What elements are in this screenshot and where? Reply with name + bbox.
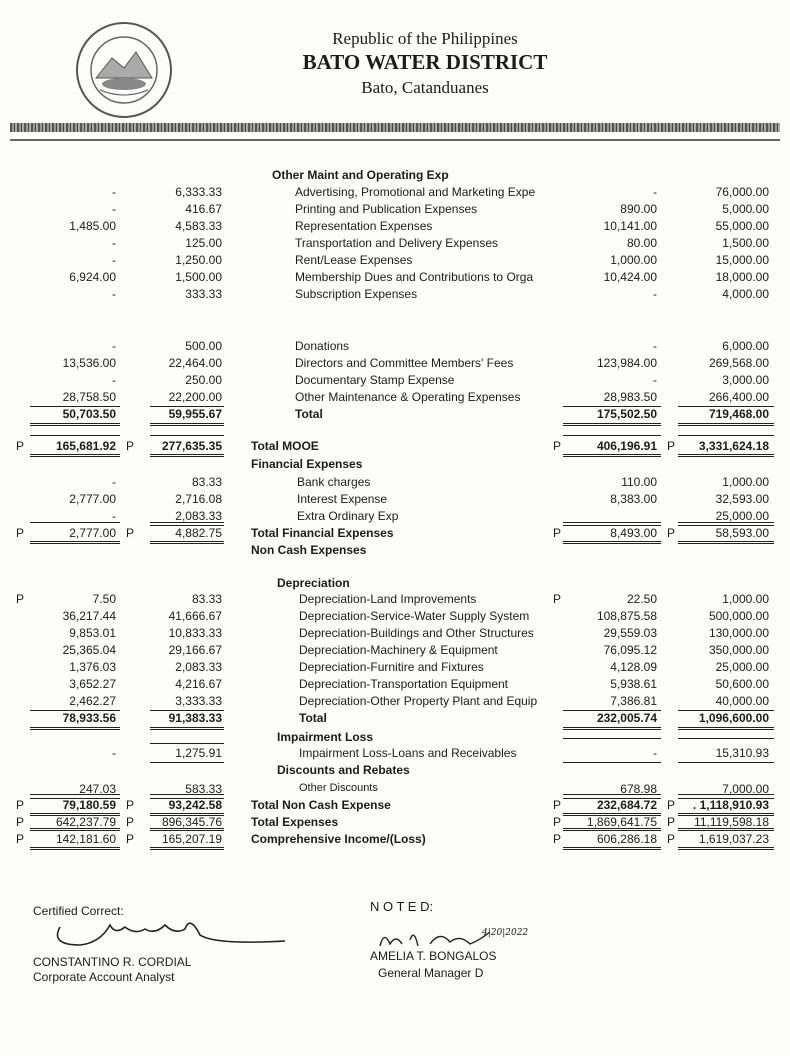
col-a-value: 2,777.00 xyxy=(69,526,116,540)
col-b-value: 1,500.00 xyxy=(175,270,222,284)
col-c-value: 4,128.09 xyxy=(610,660,657,674)
col-c-value: 29,559.03 xyxy=(603,626,657,640)
row-label: Membership Dues and Contributions to Orga xyxy=(295,270,534,284)
double-rule xyxy=(678,423,774,426)
row-label: Printing and Publication Expenses xyxy=(295,202,478,216)
col-d-value: 7,000.00 xyxy=(722,782,769,796)
col-b-value: 250.00 xyxy=(185,373,222,387)
double-rule xyxy=(150,454,224,457)
col-c-value: 10,141.00 xyxy=(603,219,657,233)
row-label: Depreciation-Furnitire and Fixtures xyxy=(299,660,484,674)
col-b-value: 22,464.00 xyxy=(168,356,222,370)
col-c-value: 8,493.00 xyxy=(610,526,657,540)
rule xyxy=(30,435,120,436)
col-a-value: - xyxy=(112,339,116,353)
peso-sign: P xyxy=(126,815,135,829)
col-d-value: 1,619,037.23 xyxy=(698,832,769,846)
row-label: Depreciation-Buildings and Other Structures xyxy=(299,626,534,640)
col-a-value: 25,365.04 xyxy=(62,643,116,657)
col-d-value: 58,593.00 xyxy=(715,526,769,540)
col-d-value: 15,000.00 xyxy=(715,253,769,267)
row-label: Financial Expenses xyxy=(251,457,363,471)
row-label: Discounts and Rebates xyxy=(277,763,410,777)
rule xyxy=(30,541,120,542)
col-b-value: 91,383.33 xyxy=(168,711,222,725)
noted-title: General Manager D xyxy=(378,966,484,980)
rule xyxy=(563,794,661,795)
col-a-value: - xyxy=(112,373,116,387)
col-a-value: - xyxy=(112,253,116,267)
row-label: Transportation and Delivery Expenses xyxy=(295,236,498,250)
district-seal xyxy=(74,20,174,120)
col-d-value: 266,400.00 xyxy=(708,390,769,404)
rule xyxy=(678,830,774,831)
rule xyxy=(30,830,120,831)
col-c-value: 406,196.91 xyxy=(596,439,657,453)
col-d-value: 25,000.00 xyxy=(715,509,769,523)
col-a-value: 142,181.60 xyxy=(55,832,116,846)
col-d-value: 130,000.00 xyxy=(708,626,769,640)
rule xyxy=(678,762,774,763)
row-label: Extra Ordinary Exp xyxy=(297,509,399,523)
rule xyxy=(150,522,224,523)
col-d-value: 76,000.00 xyxy=(715,185,769,199)
col-d-value: 25,000.00 xyxy=(715,660,769,674)
col-d-value: 719,468.00 xyxy=(708,407,769,421)
col-a-value: - xyxy=(112,202,116,216)
header-line2: BATO WATER DISTRICT xyxy=(302,50,548,74)
col-a-value: - xyxy=(112,509,116,523)
row-label: Total Financial Expenses xyxy=(251,526,394,540)
col-b-value: 1,250.00 xyxy=(175,253,222,267)
col-c-value: 678.98 xyxy=(620,782,657,796)
col-b-value: 2,083.33 xyxy=(175,509,222,523)
col-b-value: 277,635.35 xyxy=(161,439,222,453)
peso-sign: P xyxy=(667,526,676,540)
col-d-value: 4,000.00 xyxy=(722,287,769,301)
peso-sign: P xyxy=(126,526,135,540)
row-label: Rent/Lease Expenses xyxy=(295,253,413,267)
col-a-value: 2,462.27 xyxy=(69,694,116,708)
col-a-value: - xyxy=(112,287,116,301)
rule xyxy=(563,762,661,763)
double-rule xyxy=(563,423,661,426)
col-d-value: 15,310.93 xyxy=(715,746,769,760)
col-d-value: . 1,118,910.93 xyxy=(692,798,769,812)
peso-sign: P xyxy=(667,439,676,453)
col-d-value: 5,000.00 xyxy=(722,202,769,216)
double-rule xyxy=(678,454,774,457)
rule xyxy=(150,828,224,829)
peso-sign: P xyxy=(667,798,676,812)
col-b-value: 59,955.67 xyxy=(168,407,222,421)
row-label: Documentary Stamp Expense xyxy=(295,373,455,387)
peso-sign: P xyxy=(16,439,25,453)
col-a-value: 28,758.50 xyxy=(62,390,116,404)
row-label: Depreciation-Other Property Plant and Equip xyxy=(299,694,538,708)
double-rule xyxy=(563,727,661,730)
rule xyxy=(150,743,224,744)
col-b-value: 333.33 xyxy=(185,287,222,301)
col-d-value: 350,000.00 xyxy=(708,643,769,657)
rule xyxy=(563,830,661,831)
row-label: Bank charges xyxy=(297,475,371,489)
row-label: Other Maint and Operating Exp xyxy=(272,168,449,182)
rule xyxy=(150,847,224,848)
rule xyxy=(678,435,774,436)
row-label: Impairment Loss-Loans and Receivables xyxy=(299,746,517,760)
col-a-value: - xyxy=(112,236,116,250)
row-label: Non Cash Expenses xyxy=(251,543,367,557)
col-d-value: 40,000.00 xyxy=(715,694,769,708)
col-c-value: 110.00 xyxy=(621,475,657,489)
col-b-value: 83.33 xyxy=(191,592,222,606)
rule xyxy=(563,847,661,848)
col-b-value: 83.33 xyxy=(191,475,222,489)
col-c-value: 890.00 xyxy=(620,202,657,216)
col-b-value: 4,583.33 xyxy=(175,219,222,233)
peso-sign: P xyxy=(126,439,135,453)
header-divider-thin xyxy=(10,139,780,141)
rule xyxy=(563,522,661,523)
col-d-value: 500,000.00 xyxy=(708,609,769,623)
col-d-value: 32,593.00 xyxy=(715,492,769,506)
col-b-value: 125.00 xyxy=(185,236,222,250)
col-c-value: 76,095.12 xyxy=(603,643,657,657)
row-label: Representation Expenses xyxy=(295,219,433,233)
col-b-value: 165,207.19 xyxy=(161,832,222,846)
col-d-value: 269,568.00 xyxy=(708,356,769,370)
col-d-value: 3,000.00 xyxy=(722,373,769,387)
row-label: Depreciation-Land Improvements xyxy=(299,592,477,606)
col-c-value: - xyxy=(653,746,657,760)
row-label: Depreciation-Machinery & Equipment xyxy=(299,643,498,657)
row-label: Depreciation-Transportation Equipment xyxy=(299,677,508,691)
col-c-value: 175,502.50 xyxy=(596,407,657,421)
rule xyxy=(678,794,774,795)
col-c-value: 108,875.58 xyxy=(596,609,657,623)
double-rule xyxy=(30,454,120,457)
col-a-value: 247.03 xyxy=(79,782,116,796)
row-label: Total MOOE xyxy=(251,439,319,453)
certified-signature xyxy=(40,905,290,955)
peso-sign: P xyxy=(126,832,135,846)
col-a-value: 642,237.79 xyxy=(55,815,116,829)
col-b-value: 4,882.75 xyxy=(175,526,222,540)
col-b-value: 41,666.67 xyxy=(168,609,222,623)
col-b-value: 416.67 xyxy=(185,202,222,216)
col-c-value: 28,983.50 xyxy=(603,390,657,404)
col-b-value: 583.33 xyxy=(185,782,222,796)
col-a-value: 50,703.50 xyxy=(62,407,116,421)
certified-name: CONSTANTINO R. CORDIAL xyxy=(33,955,192,969)
double-rule xyxy=(563,454,661,457)
col-a-value: 36,217.44 xyxy=(62,609,116,623)
col-c-value: 232,005.74 xyxy=(596,711,657,725)
col-b-value: 2,083.33 xyxy=(175,660,222,674)
noted-name: AMELIA T. BONGALOS xyxy=(370,949,497,963)
peso-sign: P xyxy=(553,815,562,829)
peso-sign: P xyxy=(667,832,676,846)
row-label: Total xyxy=(295,407,323,421)
col-c-value: 232,684.72 xyxy=(596,798,657,812)
col-d-value: 6,000.00 xyxy=(722,339,769,353)
col-c-value: 1,869,641.75 xyxy=(586,815,657,829)
double-rule xyxy=(30,423,120,426)
row-label: Other Maintenance & Operating Expenses xyxy=(295,390,521,404)
col-d-value: 50,600.00 xyxy=(715,677,769,691)
rule xyxy=(563,828,661,829)
row-label: Other Discounts xyxy=(299,782,378,794)
rule xyxy=(150,830,224,831)
col-c-value: - xyxy=(653,339,657,353)
row-label: Comprehensive Income/(Loss) xyxy=(251,832,426,846)
header-line3: Bato, Catanduanes xyxy=(361,78,489,97)
rule xyxy=(150,435,224,436)
rule xyxy=(563,738,661,739)
col-c-value: - xyxy=(653,373,657,387)
col-a-value: 78,933.56 xyxy=(62,711,116,725)
col-c-value: 8,383.00 xyxy=(610,492,657,506)
col-c-value: 7,386.81 xyxy=(610,694,657,708)
col-b-value: 10,833.33 xyxy=(168,626,222,640)
col-c-value: 22.50 xyxy=(626,592,657,606)
rule xyxy=(30,522,120,523)
rule xyxy=(150,541,224,542)
row-label: Subscription Expenses xyxy=(295,287,418,301)
col-b-value: 2,716.08 xyxy=(175,492,222,506)
col-b-value: 29,166.67 xyxy=(168,643,222,657)
rule xyxy=(678,828,774,829)
rule xyxy=(678,847,774,848)
peso-sign: P xyxy=(16,592,25,606)
col-d-value: 1,000.00 xyxy=(722,592,769,606)
rule xyxy=(563,435,661,436)
col-a-value: 1,376.03 xyxy=(69,660,116,674)
peso-sign: P xyxy=(667,815,676,829)
col-a-value: 9,853.01 xyxy=(69,626,116,640)
header-divider xyxy=(10,123,780,132)
peso-sign: P xyxy=(553,526,562,540)
rule xyxy=(30,828,120,829)
col-b-value: 22,200.00 xyxy=(168,390,222,404)
col-a-value: - xyxy=(112,746,116,760)
col-a-value: 6,924.00 xyxy=(69,270,116,284)
col-c-value: 5,938.61 xyxy=(610,677,657,691)
header-line1: Republic of the Philippines xyxy=(332,29,518,48)
rule xyxy=(678,738,774,739)
col-b-value: 1,275.91 xyxy=(175,746,222,760)
rule xyxy=(30,794,120,795)
col-b-value: 4,216.67 xyxy=(175,677,222,691)
peso-sign: P xyxy=(553,592,562,606)
col-a-value: 165,681.92 xyxy=(55,439,116,453)
double-rule xyxy=(150,727,224,730)
col-d-value: 11,119,598.18 xyxy=(694,815,769,829)
rule xyxy=(150,794,224,795)
row-label: Interest Expense xyxy=(297,492,388,506)
col-c-value: 1,000.00 xyxy=(610,253,657,267)
col-d-value: 1,500.00 xyxy=(722,236,769,250)
col-a-value: 7.50 xyxy=(92,592,116,606)
rule xyxy=(678,522,774,523)
col-c-value: - xyxy=(653,185,657,199)
col-b-value: 3,333.33 xyxy=(175,694,222,708)
col-c-value: 606,286.18 xyxy=(596,832,657,846)
col-b-value: 896,345.76 xyxy=(161,815,222,829)
col-d-value: 1,000.00 xyxy=(722,475,769,489)
col-a-value: - xyxy=(112,185,116,199)
col-d-value: 1,096,600.00 xyxy=(698,711,769,725)
row-label: Total Non Cash Expense xyxy=(251,798,391,812)
col-c-value: - xyxy=(653,287,657,301)
col-d-value: 3,331,624.18 xyxy=(698,439,769,453)
double-rule xyxy=(678,727,774,730)
col-b-value: 6,333.33 xyxy=(175,185,222,199)
col-a-value: 2,777.00 xyxy=(69,492,116,506)
row-label: Donations xyxy=(295,339,350,353)
col-a-value: - xyxy=(112,475,116,489)
peso-sign: P xyxy=(16,832,25,846)
row-label: Depreciation-Service-Water Supply System xyxy=(299,609,530,623)
col-a-value: 3,652.27 xyxy=(69,677,116,691)
rule xyxy=(678,541,774,542)
col-b-value: 93,242.58 xyxy=(168,798,222,812)
certified-label: Certified Correct: xyxy=(33,904,124,918)
double-rule xyxy=(30,727,120,730)
col-c-value: 123,984.00 xyxy=(596,356,657,370)
peso-sign: P xyxy=(553,832,562,846)
row-label: Directors and Committee Members' Fees xyxy=(295,356,514,370)
peso-sign: P xyxy=(16,815,25,829)
col-a-value: 79,180.59 xyxy=(62,798,116,812)
rule xyxy=(30,847,120,848)
row-label: Advertising, Promotional and Marketing Expe xyxy=(295,185,536,199)
double-rule xyxy=(150,423,224,426)
rule xyxy=(150,762,224,763)
col-b-value: 500.00 xyxy=(185,339,222,353)
certified-title: Corporate Account Analyst xyxy=(33,970,175,984)
rule xyxy=(563,541,661,542)
peso-sign: P xyxy=(553,439,562,453)
col-c-value: 80.00 xyxy=(626,236,657,250)
col-a-value: 1,485.00 xyxy=(69,219,116,233)
row-label: Total xyxy=(299,711,327,725)
peso-sign: P xyxy=(553,798,562,812)
peso-sign: P xyxy=(16,798,25,812)
peso-sign: P xyxy=(16,526,25,540)
col-d-value: 55,000.00 xyxy=(715,219,769,233)
peso-sign: P xyxy=(126,798,135,812)
row-label: Total Expenses xyxy=(251,815,339,829)
col-d-value: 18,000.00 xyxy=(715,270,769,284)
row-label: Impairment Loss xyxy=(277,730,374,744)
col-c-value: 10,424.00 xyxy=(603,270,657,284)
col-a-value: 13,536.00 xyxy=(62,356,116,370)
row-label: Depreciation xyxy=(277,576,350,590)
noted-label: N O T E D: xyxy=(370,899,434,914)
noted-date: 4|20|2022 xyxy=(482,928,529,938)
